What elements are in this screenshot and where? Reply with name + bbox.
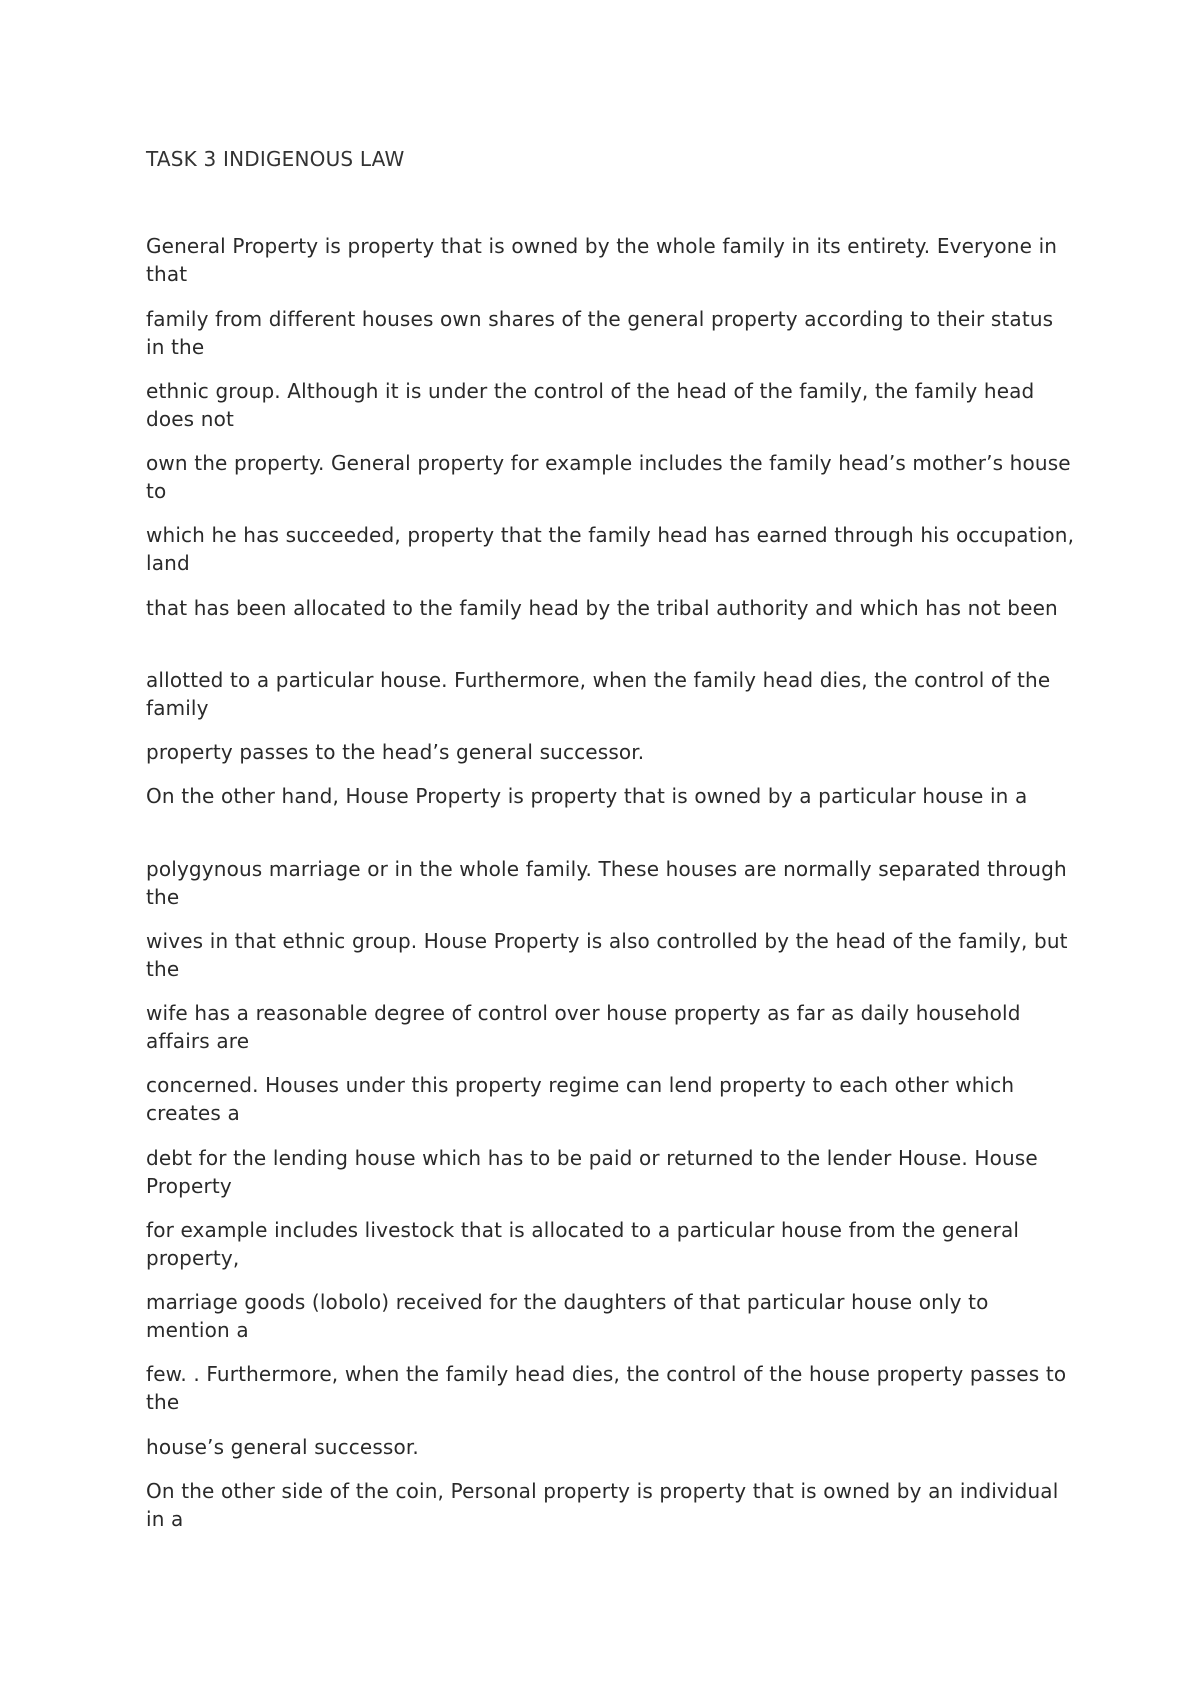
paragraph: marriage goods (lobolo) received for the daughters of that particular house only to mention a [146, 1290, 989, 1342]
paragraph: wives in that ethnic group. House Property is also controlled by the head of the family, but the [146, 929, 1068, 981]
document-title: TASK 3 INDIGENOUS LAW [146, 147, 405, 171]
paragraph: allotted to a particular house. Furthermore, when the family head dies, the control of the family [146, 668, 1051, 720]
paragraph: On the other hand, House Property is property that is owned by a particular house in a [146, 784, 1028, 808]
paragraph: concerned. Houses under this property regime can lend property to each other which creates a [146, 1073, 1015, 1125]
paragraph: few. . Furthermore, when the family head dies, the control of the house property passes to the [146, 1362, 1067, 1414]
paragraph: ethnic group. Although it is under the control of the head of the family, the family head does not [146, 379, 1035, 431]
paragraph: On the other side of the coin, Personal property is property that is owned by an individual in a [146, 1479, 1059, 1531]
paragraph: wife has a reasonable degree of control over house property as far as daily household affairs are [146, 1001, 1021, 1053]
paragraph: polygynous marriage or in the whole family. These houses are normally separated through the [146, 857, 1067, 909]
paragraph: debt for the lending house which has to be paid or returned to the lender House. House Property [146, 1146, 1038, 1198]
paragraph: for example includes livestock that is allocated to a particular house from the general property, [146, 1218, 1020, 1270]
paragraph: house’s general successor. [146, 1435, 419, 1459]
paragraph: property passes to the head’s general successor. [146, 740, 645, 764]
paragraph: that has been allocated to the family head by the tribal authority and which has not been [146, 596, 1058, 620]
paragraph: General Property is property that is owned by the whole family in its entirety. Everyone in that [146, 234, 1058, 286]
paragraph: family from different houses own shares of the general property according to their status in the [146, 307, 1054, 359]
paragraph: own the property. General property for example includes the family head’s mother’s house to [146, 451, 1071, 503]
paragraph: which he has succeeded, property that the family head has earned through his occupation, land [146, 523, 1075, 575]
